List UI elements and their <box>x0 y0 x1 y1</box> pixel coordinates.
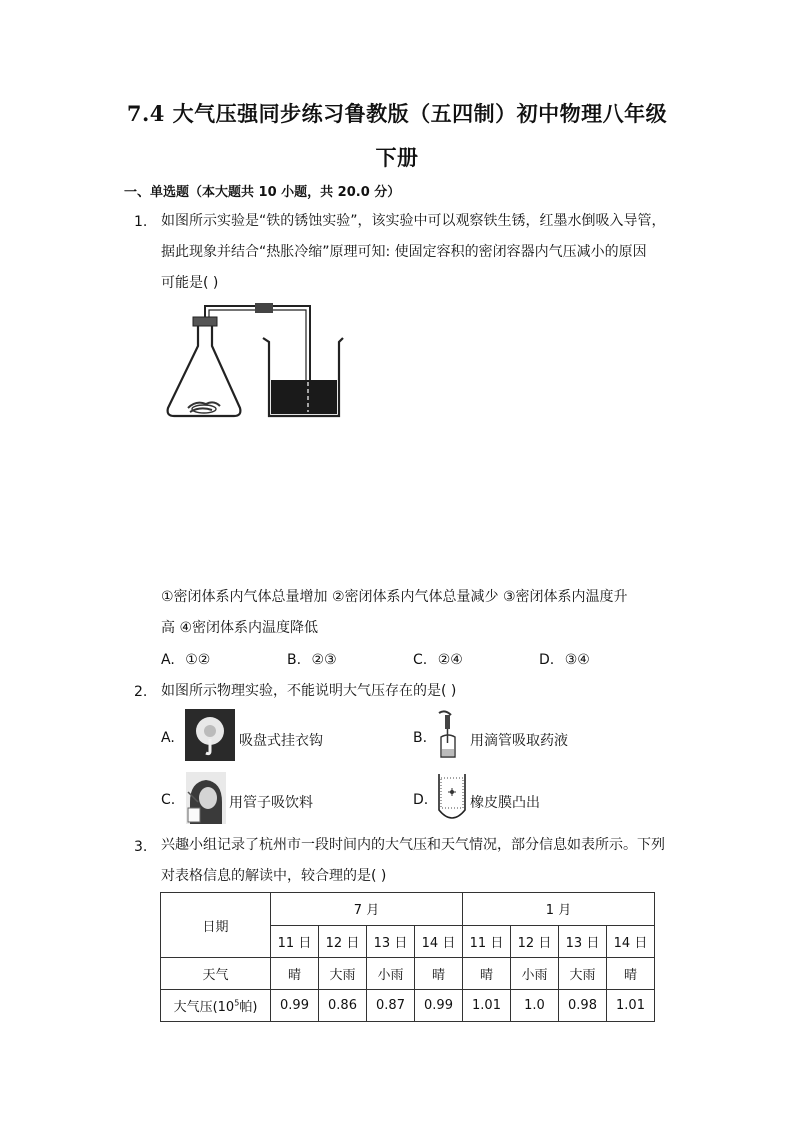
weather-cell: 晴 <box>271 958 319 990</box>
option-b[interactable] <box>287 652 337 668</box>
question-2-text: 如图所示物理实验，不能说明大气压存在的是( ) <box>161 683 457 699</box>
statement-line-2: 高 ④密闭体系内温度降低 <box>161 620 319 636</box>
question-1-text <box>161 206 681 299</box>
weather-cell: 晴 <box>463 958 511 990</box>
option-a-letter[interactable]: A. <box>161 730 175 746</box>
question-number-1: 1. <box>134 214 148 230</box>
option-letter: A. <box>161 652 175 668</box>
option-d-text: 橡皮膜凸出 <box>470 795 540 811</box>
option-d-letter[interactable]: D. <box>413 792 429 808</box>
day-cell: 11 日 <box>463 925 511 958</box>
question-1-line2: 据此现象并结合“热胀冷缩”原理可知: 使固定容积的密闭容器内气压减小的原因 <box>161 244 647 260</box>
weather-cell: 大雨 <box>319 958 367 990</box>
weather-pressure-table <box>160 892 655 1022</box>
pressure-cell: 0.98 <box>559 990 607 1022</box>
question-1-line3: 可能是( ) <box>161 275 219 291</box>
pressure-label <box>161 990 271 1022</box>
question-1-line1: 如图所示实验是“铁的锈蚀实验”，该实验中可以观察铁生锈，红墨水倒吸入导管， <box>161 213 666 229</box>
day-cell: 11 日 <box>271 925 319 958</box>
pressure-label-prefix: 大气压(10 <box>173 1000 235 1015</box>
option-d[interactable] <box>539 652 590 668</box>
date-header: 日期 <box>161 893 271 958</box>
option-b-letter[interactable]: B. <box>413 730 428 746</box>
month-jan-header: 1 月 <box>463 893 655 926</box>
dropper-image <box>433 709 463 761</box>
weather-cell: 小雨 <box>367 958 415 990</box>
question-3-line1: 兴趣小组记录了杭州市一段时间内的大气压和天气情况，部分信息如表所示。下列 <box>161 837 665 853</box>
rust-experiment-figure <box>160 300 350 425</box>
option-a[interactable] <box>161 652 210 668</box>
pressure-cell: 0.87 <box>367 990 415 1022</box>
page-title-line2: 下册 <box>375 145 419 170</box>
option-text: ②④ <box>437 652 463 668</box>
option-text: ③④ <box>564 652 590 668</box>
pressure-cell: 1.01 <box>607 990 655 1022</box>
option-text: ①② <box>185 652 211 668</box>
pressure-cell: 0.86 <box>319 990 367 1022</box>
question-number-2: 2. <box>134 684 148 700</box>
question-number-3: 3. <box>134 839 148 855</box>
option-letter: B. <box>287 652 302 668</box>
suction-hook-image <box>185 709 235 761</box>
day-cell: 12 日 <box>511 925 559 958</box>
month-july-header: 7 月 <box>271 893 463 926</box>
option-b-text: 用滴管吸取药液 <box>470 733 568 749</box>
option-c-text: 用管子吸饮料 <box>229 795 313 811</box>
day-cell: 14 日 <box>607 925 655 958</box>
weather-cell: 小雨 <box>511 958 559 990</box>
weather-cell: 大雨 <box>559 958 607 990</box>
pressure-label-suffix: 帕) <box>239 1000 258 1015</box>
weather-cell: 晴 <box>415 958 463 990</box>
question-1-statements <box>161 582 681 644</box>
rubber-membrane-image <box>437 772 467 824</box>
pressure-cell: 0.99 <box>271 990 319 1022</box>
day-cell: 13 日 <box>559 925 607 958</box>
pressure-cell: 1.01 <box>463 990 511 1022</box>
question-3-line2: 对表格信息的解读中，较合理的是( ) <box>161 868 387 884</box>
page-title: 7.4 大气压强同步练习鲁教版（五四制）初中物理八年级 <box>126 101 668 126</box>
weather-cell: 晴 <box>607 958 655 990</box>
weather-label: 天气 <box>161 958 271 990</box>
day-cell: 13 日 <box>367 925 415 958</box>
pressure-cell: 1.0 <box>511 990 559 1022</box>
option-letter: C. <box>413 652 428 668</box>
question-3-text <box>161 830 681 892</box>
section-header: 一、单选题（本大题共 10 小题，共 20.0 分） <box>124 185 401 200</box>
option-c[interactable] <box>413 652 463 668</box>
option-letter: D. <box>539 652 555 668</box>
statement-line-1: ①密闭体系内气体总量增加 ②密闭体系内气体总量减少 ③密闭体系内温度升 <box>161 589 628 605</box>
straw-drink-image <box>186 772 226 824</box>
day-cell: 12 日 <box>319 925 367 958</box>
option-text: ②③ <box>311 652 337 668</box>
pressure-cell: 0.99 <box>415 990 463 1022</box>
pressure-label-exponent: 5 <box>234 998 240 1008</box>
option-c-letter[interactable]: C. <box>161 792 176 808</box>
day-cell: 14 日 <box>415 925 463 958</box>
option-a-text: 吸盘式挂衣钩 <box>239 733 323 749</box>
